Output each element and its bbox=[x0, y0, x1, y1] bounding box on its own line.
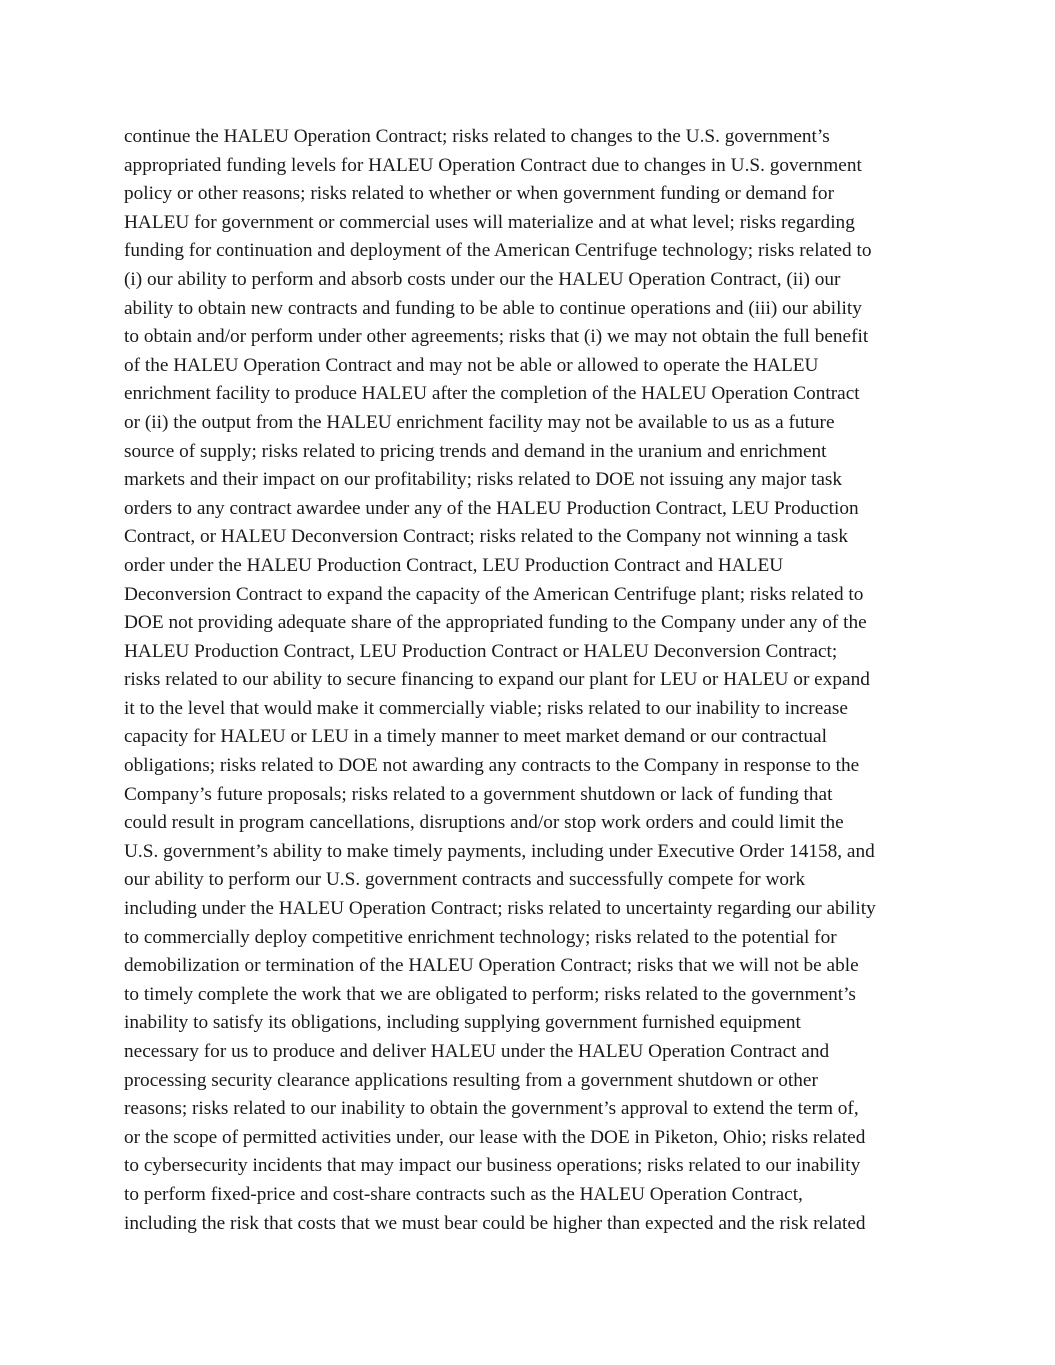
text-line: markets and their impact on our profitability; risks related to DOE not issuing any major task bbox=[124, 469, 843, 491]
text-line: or the scope of permitted activities under, our lease with the DOE in Piketon, Ohio; risks related bbox=[124, 1126, 866, 1148]
text-line: to obtain and/or perform under other agreements; risks that (i) we may not obtain the full benefit bbox=[124, 326, 869, 348]
text-line: capacity for HALEU or LEU in a timely manner to meet market demand or our contractual bbox=[124, 726, 827, 748]
text-line: funding for continuation and deployment of the American Centrifuge technology; risks related to bbox=[124, 240, 872, 262]
text-line: it to the level that would make it commercially viable; risks related to our inability to increase bbox=[124, 697, 848, 719]
text-line: HALEU Production Contract, LEU Production Contract or HALEU Deconversion Contract; bbox=[124, 640, 838, 662]
text-line: to timely complete the work that we are obligated to perform; risks related to the government’s bbox=[124, 983, 856, 1005]
text-line: enrichment facility to produce HALEU after the completion of the HALEU Operation Contract bbox=[124, 383, 860, 405]
text-line: ability to obtain new contracts and funding to be able to continue operations and (iii) our ability bbox=[124, 297, 862, 319]
text-line: obligations; risks related to DOE not awarding any contracts to the Company in response to the bbox=[124, 755, 860, 777]
text-line: DOE not providing adequate share of the appropriated funding to the Company under any of the bbox=[124, 612, 867, 634]
text-line: reasons; risks related to our inability to obtain the government’s approval to extend the term of, bbox=[124, 1098, 859, 1120]
text-line: to perform fixed-price and cost-share contracts such as the HALEU Operation Contract, bbox=[124, 1183, 803, 1205]
text-line: Company’s future proposals; risks related to a government shutdown or lack of funding that bbox=[124, 783, 833, 805]
text-line: to commercially deploy competitive enrichment technology; risks related to the potential for bbox=[124, 926, 837, 948]
text-line: inability to satisfy its obligations, including supplying government furnished equipment bbox=[124, 1012, 801, 1034]
text-line: policy or other reasons; risks related to whether or when government funding or demand for bbox=[124, 183, 834, 205]
text-line: orders to any contract awardee under any of the HALEU Production Contract, LEU Production bbox=[124, 497, 859, 519]
text-line: our ability to perform our U.S. government contracts and successfully compete for work bbox=[124, 869, 806, 891]
text-line: continue the HALEU Operation Contract; risks related to changes to the U.S. government’s bbox=[124, 126, 830, 147]
text-line: including the risk that costs that we must bear could be higher than expected and the risk related bbox=[124, 1212, 866, 1234]
text-line: Deconversion Contract to expand the capacity of the American Centrifuge plant; risks related to bbox=[124, 583, 864, 605]
text-line: of the HALEU Operation Contract and may not be able or allowed to operate the HALEU bbox=[124, 354, 819, 376]
text-line: source of supply; risks related to pricing trends and demand in the uranium and enrichment bbox=[124, 440, 827, 462]
text-line: necessary for us to produce and deliver HALEU under the HALEU Operation Contract and bbox=[124, 1041, 830, 1062]
text-line: including under the HALEU Operation Contract; risks related to uncertainty regarding our ability bbox=[124, 898, 876, 920]
text-line: or (ii) the output from the HALEU enrichment facility may not be available to us as a future bbox=[124, 411, 835, 433]
text-line: demobilization or termination of the HALEU Operation Contract; risks that we will not be able bbox=[124, 955, 859, 977]
text-line: to cybersecurity incidents that may impact our business operations; risks related to our inability bbox=[124, 1155, 861, 1177]
text-line: (i) our ability to perform and absorb costs under our the HALEU Operation Contract, (ii) our bbox=[124, 268, 841, 290]
text-line: HALEU for government or commercial uses will materialize and at what level; risks regarding bbox=[124, 211, 855, 233]
text-line: Contract, or HALEU Deconversion Contract; risks related to the Company not winning a task bbox=[124, 526, 848, 548]
text-line: appropriated funding levels for HALEU Operation Contract due to changes in U.S. government bbox=[124, 154, 862, 176]
body-paragraph bbox=[124, 123, 944, 1238]
text-line: could result in program cancellations, disruptions and/or stop work orders and could limit the bbox=[124, 812, 844, 834]
text-line: order under the HALEU Production Contract, LEU Production Contract and HALEU bbox=[124, 554, 784, 576]
text-line: processing security clearance applications resulting from a government shutdown or other bbox=[124, 1069, 818, 1091]
text-line: risks related to our ability to secure financing to expand our plant for LEU or HALEU or expand bbox=[124, 669, 870, 691]
text-line: U.S. government’s ability to make timely payments, including under Executive Order 14158, and bbox=[124, 840, 875, 862]
